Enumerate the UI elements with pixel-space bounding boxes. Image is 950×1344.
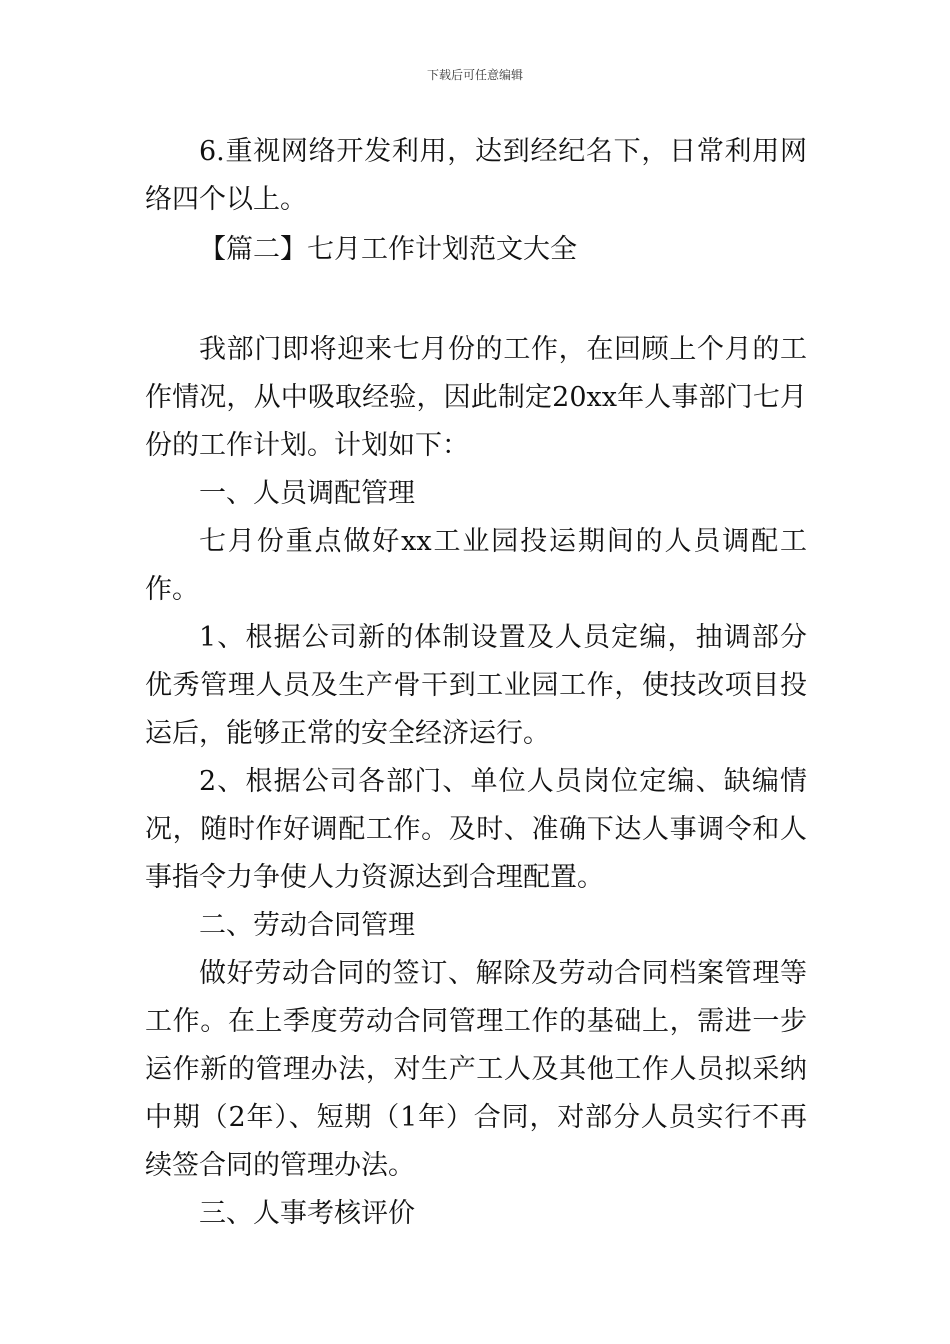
heading-personnel-assessment: 三、人事考核评价 [199,1198,415,1229]
paragraph-july-focus: 七月份重点做好xx工业园投运期间的人员调配工作。 [145,526,807,605]
document-body [145,128,807,1238]
paragraph-item-1: 1、根据公司新的体制设置及人员定编，抽调部分优秀管理人员及生产骨干到工业园工作，使技改项目投运后，能够正常的安全经济运行。 [145,622,807,749]
page-header: 下载后可任意编辑 [426,68,523,82]
paragraph-labor-contract: 做好劳动合同的签订、解除及劳动合同档案管理等工作。在上季度劳动合同管理工作的基础上，需进一步运作新的管理办法，对生产工人及其他工作人员拟采纳中期（2年）、短期（1年）合同，对部分人员实行不再续签合同的管理办法。 [145,958,807,1181]
intro-paragraph: 我部门即将迎来七月份的工作，在回顾上个月的工作情况，从中吸取经验，因此制定20xx年人事部门七月份的工作计划。计划如下： [145,334,807,461]
paragraph-item-2: 2、根据公司各部门、单位人员岗位定编、缺编情况，随时作好调配工作。及时、准确下达人事调令和人事指令力争使人力资源达到合理配置。 [145,766,807,893]
section-title: 【篇二】七月工作计划范文大全 [199,234,577,265]
heading-personnel-allocation: 一、人员调配管理 [199,478,415,509]
heading-labor-contract: 二、劳动合同管理 [199,910,415,941]
paragraph-item-6: 6.重视网络开发利用，达到经纪名下，日常利用网络四个以上。 [145,136,807,215]
